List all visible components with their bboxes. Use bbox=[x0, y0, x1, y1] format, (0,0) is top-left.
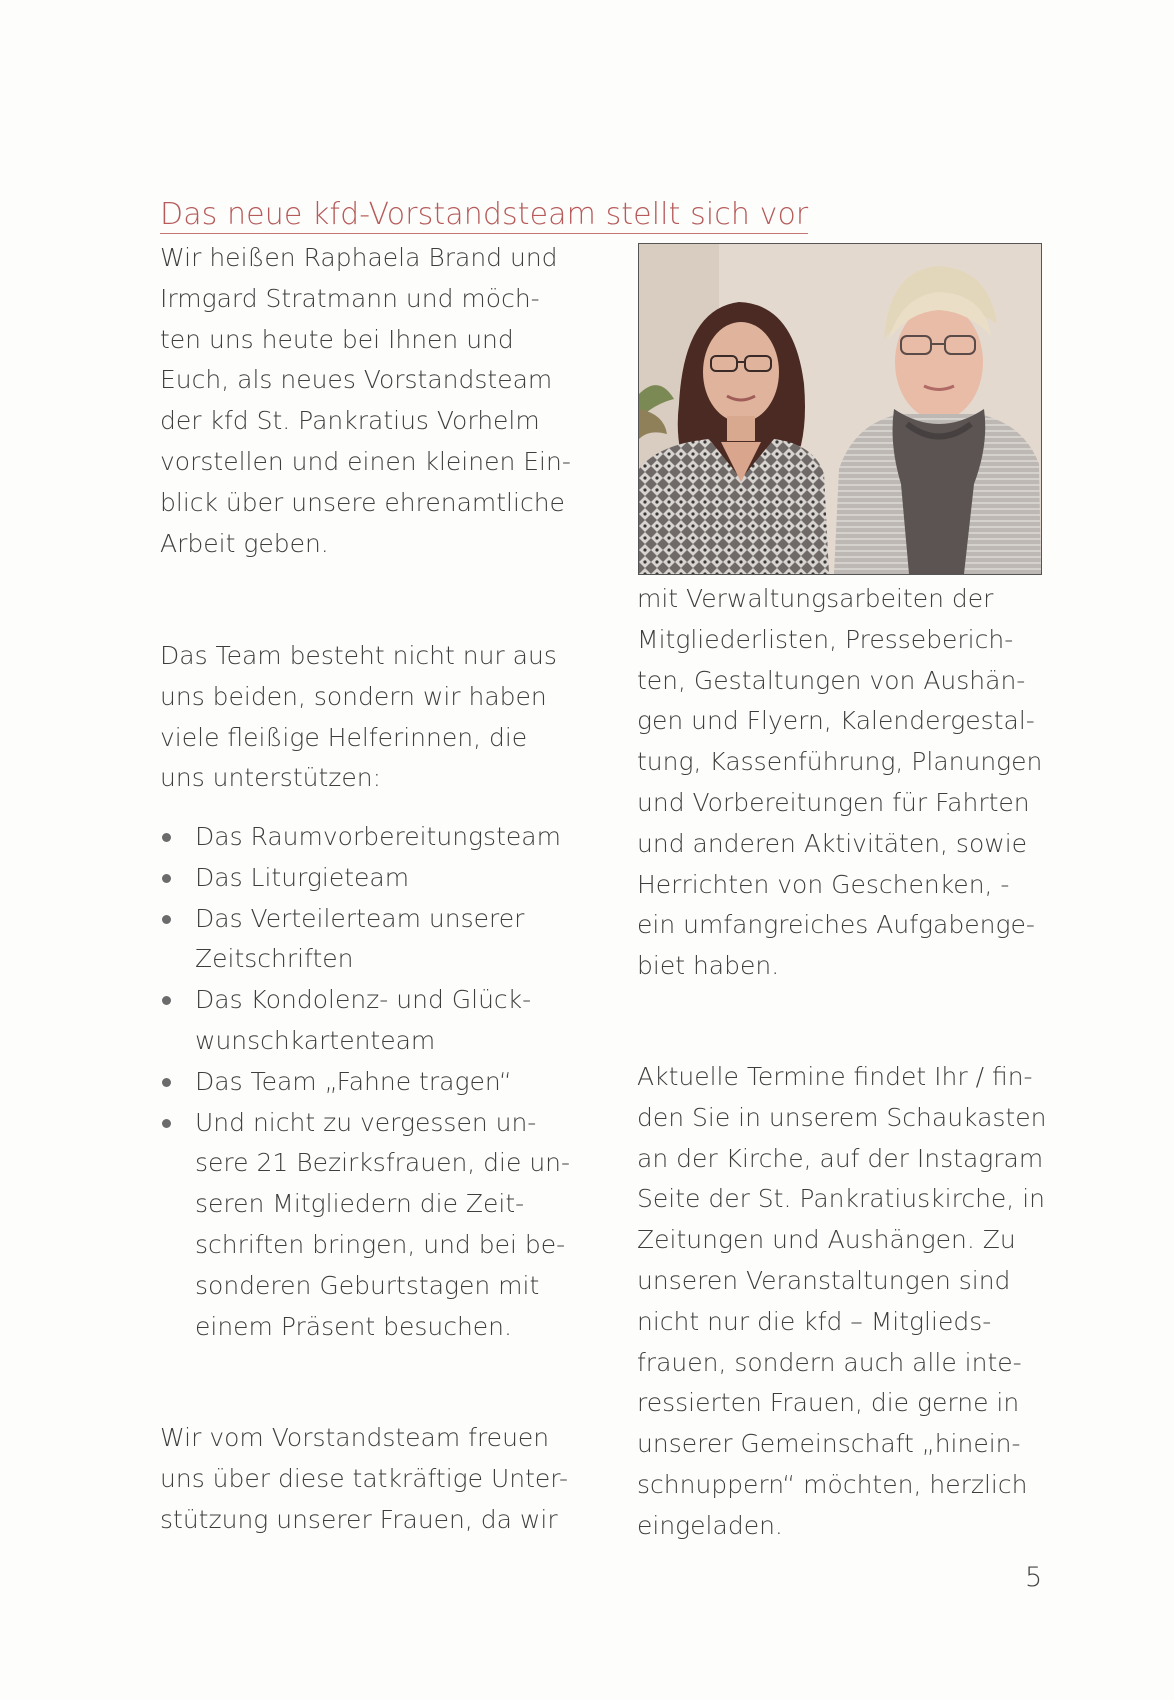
list-item bbox=[160, 817, 600, 858]
text-line: ten, Gestaltungen von Aushän- bbox=[637, 665, 1026, 695]
text-line: unserer Gemeinschaft „hinein- bbox=[637, 1429, 1021, 1459]
text-line: Zeitungen und Aushängen. Zu bbox=[637, 1225, 1016, 1255]
list-item-line: Das Team „Fahne tragen“ bbox=[195, 1066, 512, 1096]
text-line: der kfd St. Pankratius Vorhelm bbox=[160, 406, 540, 436]
text-line: schnuppern“ möchten, herzlich bbox=[637, 1469, 1028, 1499]
text-line: Aktuelle Termine findet Ihr / fin- bbox=[637, 1062, 1033, 1091]
list-item bbox=[160, 980, 600, 1062]
list-item-line: schriften bringen, und bei be- bbox=[195, 1229, 566, 1259]
list-item-line: einem Präsent besuchen. bbox=[195, 1311, 512, 1341]
intro-paragraph bbox=[160, 238, 600, 564]
continuation-paragraph bbox=[637, 579, 1057, 987]
list-item-line: sonderen Geburtstagen mit bbox=[195, 1270, 540, 1300]
text-line: uns über diese tatkräftige Unter- bbox=[160, 1463, 568, 1493]
text-line: Herrichten von Geschenken, - bbox=[637, 869, 1010, 899]
list-item bbox=[160, 858, 600, 899]
list-item-line: seren Mitgliedern die Zeit- bbox=[195, 1189, 525, 1219]
list-item-line: Und nicht zu vergessen un- bbox=[195, 1107, 537, 1137]
text-line: unseren Veranstaltungen sind bbox=[637, 1265, 1011, 1295]
page-heading: Das neue kfd-Vorstandsteam stellt sich vor bbox=[160, 197, 809, 232]
text-line: nicht nur die kfd – Mitglieds- bbox=[637, 1306, 992, 1336]
list-item-line: sere 21 Bezirksfrauen, die un- bbox=[195, 1148, 571, 1178]
text-line: Arbeit geben. bbox=[160, 528, 329, 558]
list-item-line: Das Kondolenz- und Glück- bbox=[195, 985, 532, 1015]
list-item bbox=[160, 1062, 600, 1103]
text-line: uns unterstützen: bbox=[160, 763, 382, 793]
text-line: Irmgard Stratmann und möch- bbox=[160, 283, 540, 313]
text-line: an der Kirche, auf der Instagram bbox=[637, 1143, 1044, 1173]
bullet-icon bbox=[162, 996, 171, 1005]
text-line: und Vorbereitungen für Fahrten bbox=[637, 787, 1030, 817]
list-item bbox=[160, 899, 600, 981]
text-line: tung, Kassenführung, Planungen bbox=[637, 747, 1043, 777]
text-line: eingeladen. bbox=[637, 1510, 783, 1540]
text-line: den Sie in unserem Schaukasten bbox=[637, 1102, 1047, 1132]
text-line: biet haben. bbox=[637, 951, 780, 981]
text-line: ressierten Frauen, die gerne in bbox=[637, 1388, 1020, 1418]
list-item-line: Das Verteilerteam unserer bbox=[195, 903, 525, 933]
text-line: vorstellen und einen kleinen Ein- bbox=[160, 446, 571, 476]
text-line: Euch, als neues Vorstandsteam bbox=[160, 365, 553, 395]
bullet-icon bbox=[162, 833, 171, 842]
text-line: Wir heißen Raphaela Brand und bbox=[160, 243, 558, 272]
text-line: Das Team besteht nicht nur aus bbox=[160, 641, 557, 670]
text-line: stützung unserer Frauen, da wir bbox=[160, 1504, 558, 1534]
list-item bbox=[160, 1103, 600, 1348]
team-photo bbox=[638, 243, 1042, 575]
list-item-line: Das Raumvorbereitungsteam bbox=[195, 822, 561, 851]
list-item-line: wunschkartenteam bbox=[195, 1025, 436, 1055]
text-line: blick über unsere ehrenamtliche bbox=[160, 487, 565, 517]
team-list bbox=[160, 817, 600, 1347]
page-number: 5 bbox=[1025, 1562, 1043, 1593]
text-line: uns beiden, sondern wir haben bbox=[160, 681, 547, 711]
text-line: und anderen Aktivitäten, sowie bbox=[637, 828, 1028, 858]
team-paragraph bbox=[160, 636, 600, 799]
text-line: mit Verwaltungsarbeiten der bbox=[637, 584, 994, 613]
text-line: frauen, sondern auch alle inte- bbox=[637, 1347, 1022, 1377]
text-line: Wir vom Vorstandsteam freuen bbox=[160, 1423, 550, 1452]
bullet-icon bbox=[162, 1078, 171, 1087]
closing-paragraph bbox=[160, 1418, 600, 1540]
text-line: Seite der St. Pankratiuskirche, in bbox=[637, 1184, 1045, 1214]
events-paragraph bbox=[637, 1057, 1057, 1547]
text-line: ein umfangreiches Aufgabenge- bbox=[637, 910, 1035, 940]
text-line: ten uns heute bei Ihnen und bbox=[160, 324, 514, 354]
bullet-icon bbox=[162, 874, 171, 883]
bullet-icon bbox=[162, 915, 171, 924]
text-line: Mitgliederlisten, Presseberich- bbox=[637, 624, 1014, 654]
list-item-line: Zeitschriften bbox=[195, 944, 354, 974]
text-line: gen und Flyern, Kalendergestal- bbox=[637, 706, 1035, 736]
list-item-line: Das Liturgieteam bbox=[195, 862, 410, 892]
bullet-icon bbox=[162, 1119, 171, 1128]
text-line: viele fleißige Helferinnen, die bbox=[160, 722, 528, 752]
